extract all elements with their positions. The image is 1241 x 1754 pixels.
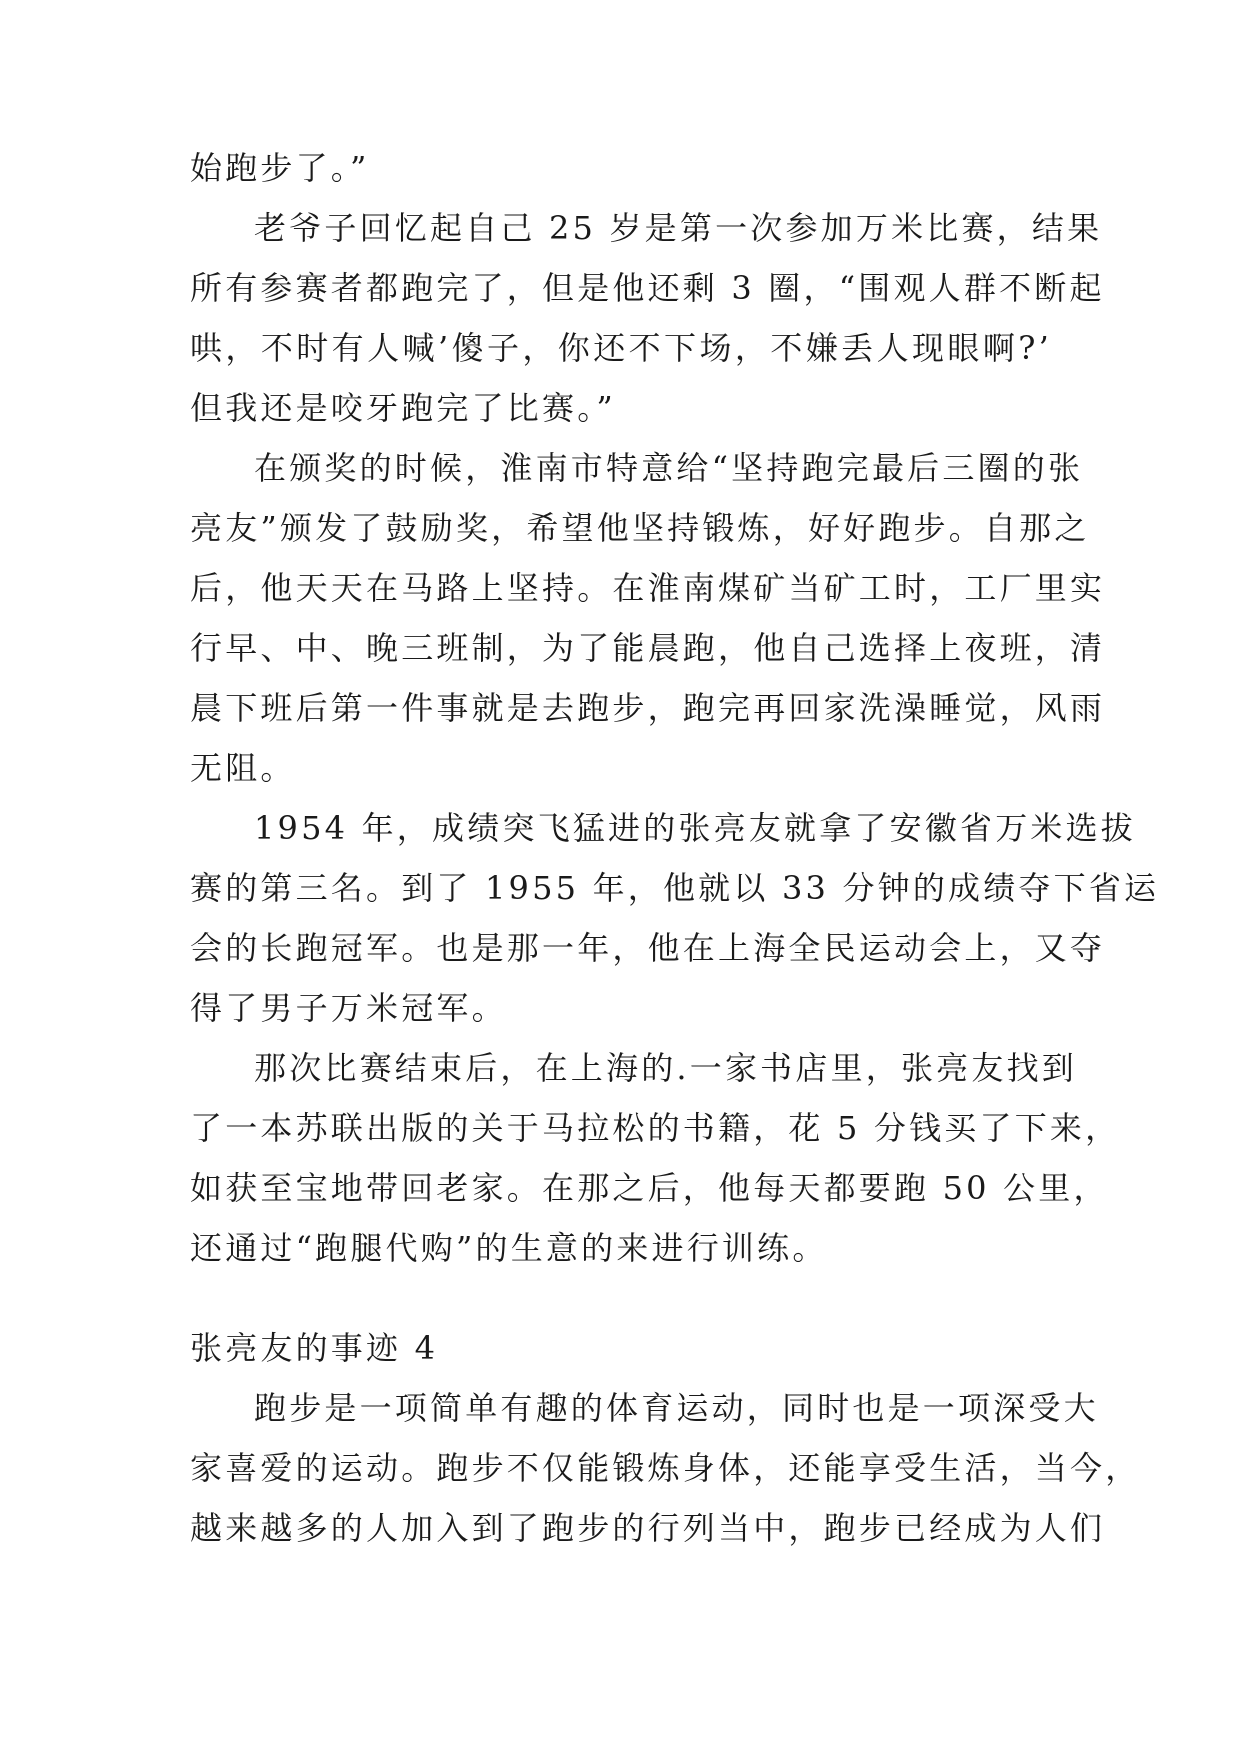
- text-line: 老爷子回忆起自己 25 岁是第一次参加万米比赛，结果: [254, 209, 1103, 247]
- text-line: 行早、中、晚三班制，为了能晨跑，他自己选择上夜班，清: [190, 629, 1106, 667]
- text-line: 但我还是咬牙跑完了比赛。”: [190, 389, 616, 427]
- text-line: 会的长跑冠军。也是那一年，他在上海全民运动会上，又夺: [190, 929, 1106, 967]
- text-line: 始跑步了。”: [190, 149, 370, 187]
- text-line: 在颁奖的时候，淮南市特意给“坚持跑完最后三圈的张: [254, 449, 1084, 487]
- text-line: 越来越多的人加入到了跑步的行列当中，跑步已经成为人们: [190, 1509, 1106, 1547]
- text-line: 晨下班后第一件事就是去跑步，跑完再回家洗澡睡觉，风雨: [190, 689, 1106, 727]
- text-line: 赛的第三名。到了 1955 年，他就以 33 分钟的成绩夺下省运: [190, 869, 1160, 907]
- text-line: 亮友”颁发了鼓励奖，希望他坚持锻炼，好好跑步。自那之: [190, 509, 1090, 547]
- text-line: 还通过“跑腿代购”的生意的来进行训练。: [190, 1229, 828, 1267]
- text-line: 无阻。: [190, 749, 296, 787]
- text-line: 后，他天天在马路上坚持。在淮南煤矿当矿工时，工厂里实: [190, 569, 1106, 607]
- text-line: 得了男子万米冠军。: [190, 989, 507, 1027]
- text-line: 那次比赛结束后，在上海的.一家书店里，张亮友找到: [254, 1049, 1077, 1087]
- section-heading: 张亮友的事迹 4: [190, 1329, 439, 1367]
- text-line: 家喜爱的运动。跑步不仅能锻炼身体，还能享受生活，当今，: [190, 1449, 1141, 1487]
- text-line: 哄，不时有人喊’傻子，你还不下场，不嫌丢人现眼啊?’: [190, 329, 1052, 367]
- text-line: 了一本苏联出版的关于马拉松的书籍，花 5 分钱买了下来，: [190, 1109, 1121, 1147]
- text-line: 如获至宝地带回老家。在那之后，他每天都要跑 50 公里，: [190, 1169, 1109, 1207]
- text-line: 1954 年，成绩突飞猛进的张亮友就拿了安徽省万米选拔: [254, 809, 1137, 847]
- text-line: 所有参赛者都跑完了，但是他还剩 3 圈，“围观人群不断起: [190, 269, 1105, 307]
- text-line: 跑步是一项简单有趣的体育运动，同时也是一项深受大: [254, 1389, 1099, 1427]
